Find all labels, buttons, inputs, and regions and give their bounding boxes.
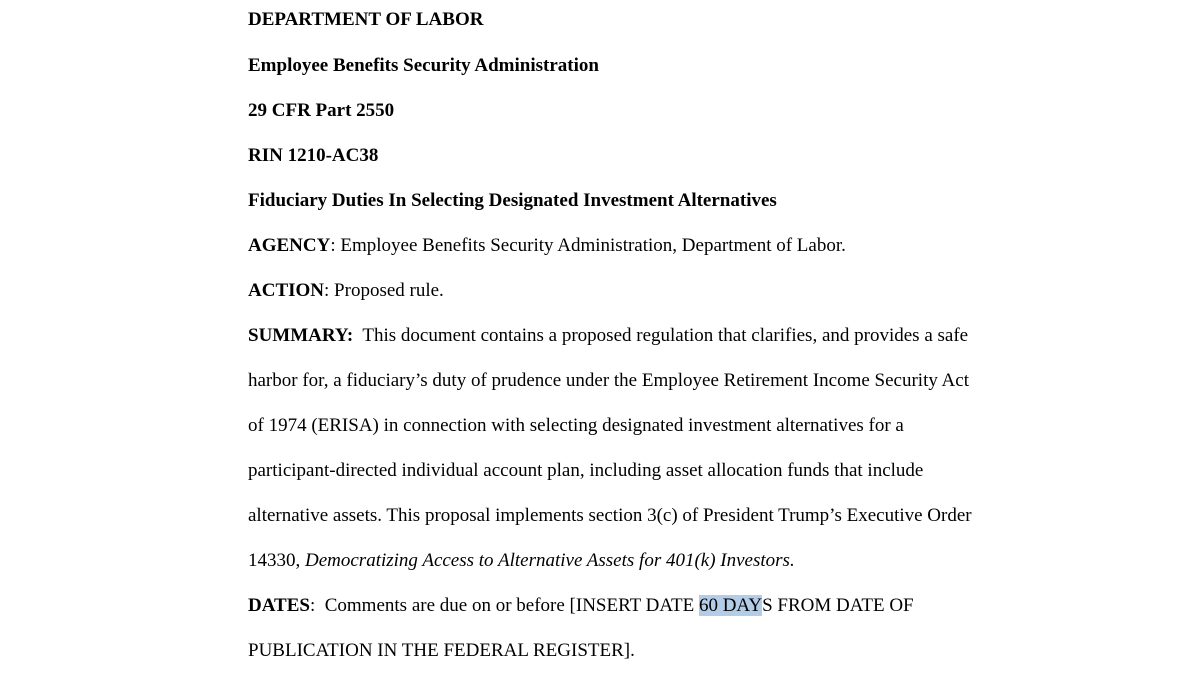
summary-line-5: alternative assets. This proposal implements section 3(c) of President Trump’s Executive Order (248, 505, 972, 526)
summary-label: SUMMARY: (248, 325, 354, 346)
summary-line-1 (248, 324, 968, 348)
dates-label: DATES (248, 595, 310, 616)
agency-label: AGENCY (248, 235, 331, 256)
agency-line (248, 234, 846, 258)
action-line (248, 279, 444, 303)
text-selection-highlight[interactable]: 60 DAY (698, 595, 763, 616)
summary-line-3: of 1974 (ERISA) in connection with selecting designated investment alternatives for a (248, 415, 904, 436)
executive-order-number: 14330, (248, 550, 305, 571)
document-title: Fiduciary Duties In Selecting Designated Investment Alternatives (248, 190, 777, 211)
summary-line-6 (248, 549, 795, 573)
action-text: : Proposed rule. (324, 280, 444, 301)
administration-heading: Employee Benefits Security Administration (248, 55, 599, 76)
summary-line-4: participant-directed individual account plan, including asset allocation funds that include (248, 460, 924, 481)
cfr-heading: 29 CFR Part 2550 (248, 100, 395, 121)
rin-heading: RIN 1210-AC38 (248, 145, 379, 166)
dates-text-after: S FROM DATE OF (762, 595, 914, 616)
dates-text-before: : Comments are due on or before [INSERT DATE (309, 595, 699, 616)
action-label: ACTION (248, 280, 325, 301)
dates-line-1 (248, 594, 914, 618)
executive-order-title: Democratizing Access to Alternative Assets for 401(k) Investors. (305, 550, 795, 571)
summary-line-2: harbor for, a fiduciary’s duty of prudence under the Employee Retirement Income Security Act (248, 370, 969, 391)
department-heading: DEPARTMENT OF LABOR (248, 9, 484, 30)
agency-text: : Employee Benefits Security Administration, Department of Labor. (330, 235, 846, 256)
summary-text-1: This document contains a proposed regulation that clarifies, and provides a safe (353, 325, 969, 346)
dates-line-2: PUBLICATION IN THE FEDERAL REGISTER]. (248, 640, 635, 661)
